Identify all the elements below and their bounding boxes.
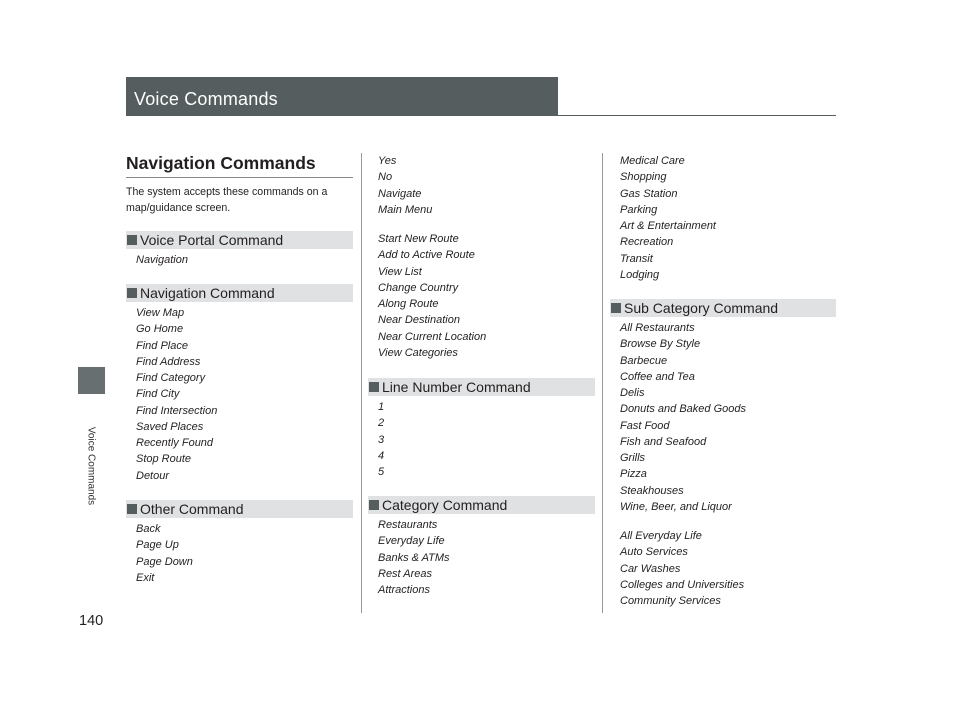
side-tab (78, 367, 105, 394)
section-marker-icon (369, 382, 379, 392)
section-header-sub-category (610, 299, 836, 317)
command-item: 3 (378, 433, 385, 446)
command-item: All Restaurants (620, 322, 695, 334)
command-item: Fish and Seafood (620, 435, 707, 448)
section-marker-icon (127, 288, 137, 298)
command-item: Art & Entertainment (620, 220, 716, 232)
command-item: Along Route (378, 298, 439, 310)
command-item: Shopping (620, 171, 667, 184)
column-divider (602, 153, 603, 613)
command-list-other (136, 521, 193, 586)
command-item: Pizza (620, 468, 647, 481)
command-item: Fast Food (620, 419, 670, 432)
command-list-category-continued (620, 153, 716, 283)
command-item: Transit (620, 252, 653, 265)
section-title: Navigation Command (140, 285, 275, 301)
command-list-category (378, 517, 450, 598)
command-list-sub-category (620, 320, 746, 609)
command-item: Delis (620, 387, 645, 399)
command-item: Community Services (620, 595, 721, 607)
section-title: Other Command (140, 501, 244, 517)
command-item: 1 (378, 401, 385, 413)
intro-paragraph: The system accepts these commands on a map/guidance screen. (126, 186, 328, 214)
section-header-line-number (368, 378, 595, 396)
command-item: Attractions (378, 584, 430, 596)
command-item: Car Washes (620, 562, 681, 575)
command-item: Donuts and Baked Goods (620, 403, 746, 416)
command-item: Browse By Style (620, 338, 701, 351)
command-item: No (378, 171, 393, 184)
section-title: Line Number Command (382, 379, 531, 395)
command-item: Navigate (378, 187, 422, 200)
command-item: 4 (378, 449, 385, 462)
command-item: Recreation (620, 236, 674, 249)
command-item: All Everyday Life (620, 530, 702, 542)
command-item: Detour (136, 469, 170, 482)
side-tab-label: Voice Commands (85, 426, 97, 506)
section-marker-icon (611, 303, 621, 313)
command-item: Rest Areas (378, 567, 433, 580)
section-marker-icon (369, 500, 379, 510)
command-item: Colleges and Universities (620, 578, 745, 591)
list-gap (378, 218, 486, 231)
command-item: View List (378, 265, 422, 278)
heading-rule (126, 177, 353, 178)
list-gap (620, 515, 746, 528)
command-item: Saved Places (136, 420, 204, 433)
section-header-other (126, 500, 353, 518)
command-item: Banks & ATMs (378, 551, 450, 564)
chapter-title: Voice Commands (134, 89, 278, 109)
command-item: Near Current Location (378, 330, 487, 343)
section-marker-icon (127, 235, 137, 245)
command-item: Find Place (136, 339, 188, 352)
command-list-line-number (378, 399, 384, 480)
command-item: Gas Station (620, 187, 678, 200)
command-item: Recently Found (136, 437, 214, 449)
section-title: Category Command (382, 497, 508, 513)
command-item: Yes (378, 155, 397, 167)
command-list-voice-portal (136, 252, 188, 268)
command-item: View Categories (378, 346, 458, 359)
section-header-navigation (126, 284, 353, 302)
command-item: 2 (378, 417, 385, 430)
command-item: Grills (620, 452, 646, 464)
command-item: Lodging (620, 268, 660, 281)
command-item: Page Up (136, 539, 179, 552)
column-divider (361, 153, 362, 613)
command-item: Restaurants (378, 519, 438, 531)
command-item: Navigation (136, 254, 188, 266)
header-rule (126, 115, 836, 116)
command-item: Find Intersection (136, 404, 218, 417)
command-item: Coffee and Tea (620, 370, 695, 383)
command-item: Go Home (136, 323, 184, 336)
command-item: Find City (136, 388, 180, 401)
command-item: Exit (136, 571, 155, 584)
command-item: Find Address (136, 355, 201, 368)
command-item: 5 (378, 466, 385, 478)
command-item: Add to Active Route (378, 249, 475, 262)
command-item: Auto Services (620, 546, 688, 559)
command-item: Page Down (136, 555, 193, 568)
command-item: Wine, Beer, and Liquor (620, 500, 732, 513)
section-header-category (368, 496, 595, 514)
command-item: Steakhouses (620, 484, 684, 497)
command-item: Start New Route (378, 233, 459, 245)
section-title: Sub Category Command (624, 300, 779, 316)
command-item: Stop Route (136, 453, 192, 466)
page-number: 140 (79, 613, 104, 629)
command-item: Parking (620, 203, 658, 216)
command-list-navigation (136, 305, 217, 484)
command-item: Medical Care (620, 155, 685, 167)
command-item: Everyday Life (378, 535, 445, 548)
command-item: Find Category (136, 372, 206, 384)
command-item: Main Menu (378, 203, 433, 216)
section-marker-icon (127, 504, 137, 514)
command-item: View Map (136, 307, 185, 319)
command-item: Barbecue (620, 354, 668, 367)
command-item: Back (136, 523, 161, 535)
page-heading: Navigation Commands (126, 153, 316, 173)
section-title: Voice Portal Command (140, 232, 284, 248)
section-header-voice-portal (126, 231, 353, 249)
command-item: Near Destination (378, 314, 460, 327)
command-list-continued (378, 153, 486, 361)
command-item: Change Country (378, 281, 459, 294)
